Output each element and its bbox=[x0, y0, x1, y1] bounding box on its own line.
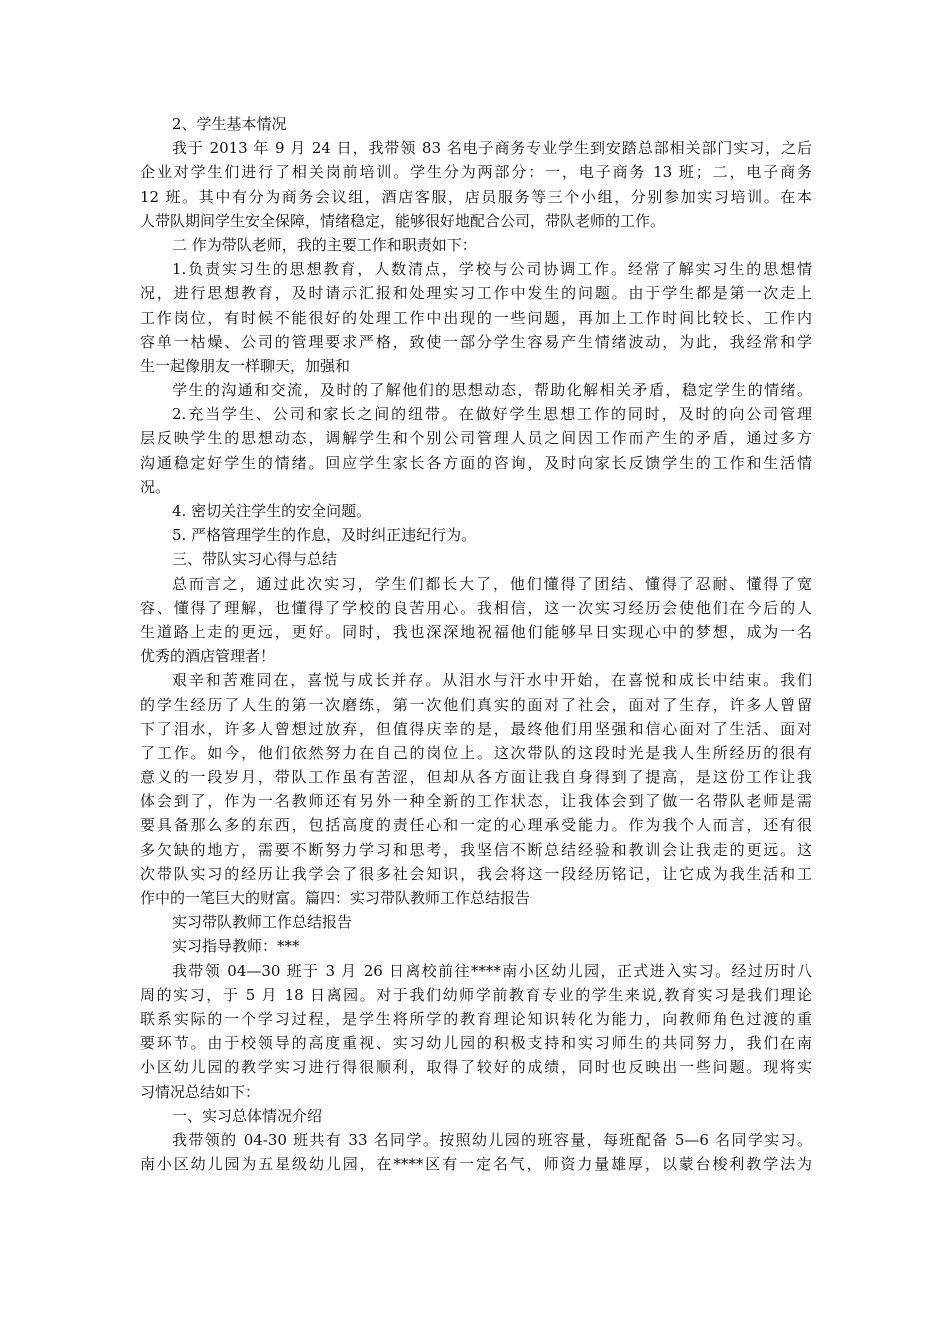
text-line: 4. 密切关注学生的安全问题。 bbox=[172, 502, 372, 520]
text-line: 联系实际的一个学习过程，是学生将所学的教育理论知识转化为能力，向教师角色过渡的重 bbox=[140, 1009, 812, 1028]
text-line: 周的实习，于 5 月 18 日离园。对于我们幼师学前教育专业的学生来说,教育实习是我们理论 bbox=[140, 985, 812, 1004]
text-line: 生一起像朋友一样聊天，加强和 bbox=[140, 356, 351, 375]
text-line: 一、实习总体情况介绍 bbox=[172, 1106, 323, 1125]
text-line: 小区幼儿园的教学实习进行得很顺利，取得了较好的成绩，同时也反映出一些问题。现将实 bbox=[140, 1058, 812, 1077]
text-line: 要环节。由于校领导的高度重视、实习幼儿园的积极支持和实习师生的共同努力，我们在南 bbox=[140, 1034, 812, 1053]
text-line: 我于 2013 年 9 月 24 日，我带领 83 名电子商务专业学生到安踏总部相关部门实习，之后 bbox=[172, 139, 812, 158]
text-line: 我带领的 04-30 班共有 33 名同学。按照幼儿园的班容量，每班配备 5—6 名同学实习。 bbox=[172, 1130, 812, 1149]
text-line: 企业对学生们进行了相关岗前培训。学生分为两部分：一，电子商务 13 班；二，电子商务 bbox=[140, 163, 812, 182]
text-line: 习情况总结如下： bbox=[140, 1082, 261, 1101]
text-line: 2.充当学生、公司和家长之间的纽带。在做好学生思想工作的同时，及时的向公司管理 bbox=[172, 405, 812, 424]
text-line: 生道路上走的更远，更好。同时，我也深深地祝福他们能够早日实现心中的梦想，成为一名 bbox=[140, 622, 812, 641]
text-line: 况，进行思想教育，及时请示汇报和处理实习工作中发生的问题。由于学生都是第一次走上 bbox=[140, 284, 812, 303]
text-line: 学生的沟通和交流，及时的了解他们的思想动态，帮助化解相关矛盾，稳定学生的情绪。 bbox=[172, 381, 812, 400]
text-line: 人带队期间学生安全保障，情绪稳定，能够很好地配合公司，带队老师的工作。 bbox=[140, 211, 666, 230]
text-line: 次带队实习的经历让我学会了很多社会知识，我会将这一段经历铭记，让它成为我生活和工 bbox=[140, 864, 812, 883]
text-line: 容单一枯燥、公司的管理要求严格，致使一部分学生容易产生情绪波动，为此，我经常和学 bbox=[140, 332, 812, 351]
text-line: 意义的一段岁月，带队工作虽有苦涩，但却从各方面让我自身得到了提高，是这份工作让我 bbox=[140, 768, 812, 787]
text-line: 南小区幼儿园为五星级幼儿园，在****区有一定名气，师资力量雄厚，以蒙台梭利教学法为 bbox=[140, 1155, 812, 1174]
text-line: 层反映学生的思想动态，调解学生和个别公司管理人员之间因工作而产生的矛盾，通过多方 bbox=[140, 429, 812, 448]
text-line: 艰辛和苦难同在，喜悦与成长并存。从泪水与汗水中开始，在喜悦和成长中结束。我们 bbox=[172, 671, 812, 690]
text-line: 12 班。其中有分为商务会议组，酒店客服，店员服务等三个小组，分别参加实习培训。在本 bbox=[140, 187, 812, 206]
text-line: 多欠缺的地方，需要不断努力学习和思考，我坚信不断总结经验和教训会让我走的更远。这 bbox=[140, 840, 812, 859]
text-line: 作中的一笔巨大的财富。篇四：实习带队教师工作总结报告 bbox=[140, 889, 531, 907]
text-line: 要具备那么多的东西，包括高度的责任心和一定的心理承受能力。作为我个人而言，还有很 bbox=[140, 816, 812, 835]
text-line: 实习带队教师工作总结报告 bbox=[172, 913, 353, 932]
text-line: 5. 严格管理学生的作息，及时纠正违纪行为。 bbox=[172, 526, 477, 545]
document-page bbox=[140, 112, 812, 1176]
text-line: 的学生经历了人生的第一次磨练，第一次他们真实的面对了社会，面对了生存，许多人曾留 bbox=[140, 695, 812, 714]
text-line: 了工作。如今，他们依然努力在自己的岗位上。这次带队的这段时光是我人生所经历的很有 bbox=[140, 743, 812, 762]
text-line: 优秀的酒店管理者！ bbox=[140, 647, 276, 666]
text-line: 实习指导教师：*** bbox=[172, 937, 300, 956]
text-line: 二 作为带队老师，我的主要工作和职责如下： bbox=[172, 235, 477, 254]
text-line: 工作岗位，有时候不能很好的处理工作中出现的一些问题，再加上工作时间比较长、工作内 bbox=[140, 308, 812, 327]
text-line: 沟通稳定好学生的情绪。回应学生家长各方面的咨询，及时向家长反馈学生的工作和生活情 bbox=[140, 453, 812, 472]
text-line: 2、学生基本情况 bbox=[172, 115, 287, 133]
text-line: 我带领 04—30 班于 3 月 26 日离校前往****南小区幼儿园，正式进入实习。经过历时八 bbox=[172, 961, 812, 980]
text-line: 况。 bbox=[140, 477, 171, 496]
text-line: 容、懂得了理解，也懂得了学校的良苦用心。我相信，这一次实习经历会使他们在今后的人 bbox=[140, 598, 812, 617]
text-line: 总而言之，通过此次实习，学生们都长大了，他们懂得了团结、懂得了忍耐、懂得了宽 bbox=[172, 574, 812, 593]
text-line: 下了泪水，许多人曾想过放弃，但值得庆幸的是，最终他们用坚强和信心面对了生活、面对 bbox=[140, 719, 812, 738]
text-line: 1.负责实习生的思想教育，人数清点，学校与公司协调工作。经常了解实习生的思想情 bbox=[172, 260, 812, 279]
text-line: 体会到了，作为一名教师还有另外一种全新的工作状态，让我体会到了做一名带队老师是需 bbox=[140, 792, 812, 811]
text-line: 三、带队实习心得与总结 bbox=[172, 550, 338, 569]
